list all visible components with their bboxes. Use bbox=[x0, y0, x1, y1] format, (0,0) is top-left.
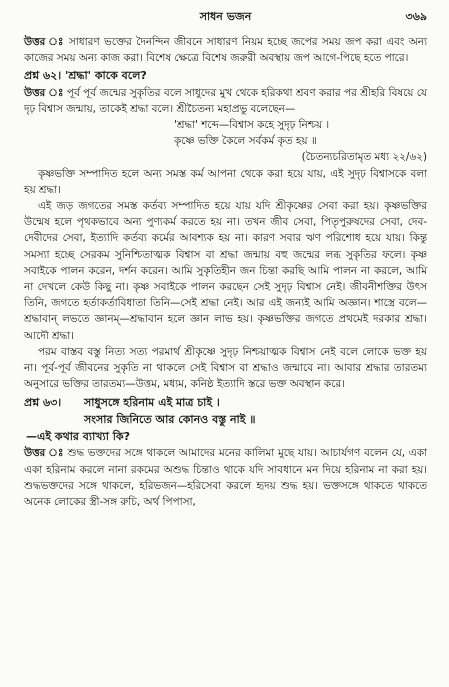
question-number: প্রশ্ন ৬৩। bbox=[24, 396, 62, 410]
verse-line: সংসার জিনিতে আর কোনও বস্তু নাই ॥ bbox=[84, 413, 256, 427]
question-verse bbox=[84, 394, 256, 428]
answer-label: উত্তর ঃ bbox=[24, 36, 65, 48]
answer-paragraph bbox=[24, 34, 427, 66]
answer-paragraph bbox=[24, 85, 427, 117]
body-paragraph: এই জড় জগতের সমস্ত কর্তব্য সম্পাদিত হয়ে যায় যদি শ্রীকৃষ্ণের সেবা করা হয়। কৃষ্ণভক্তির উন্মেষ হলে পৃথকভাবে অন্য পুণ্যকর্ম করতে হয় না। তখন জীব সেবা, পিতৃপুরুষদের সেবা, দেব-দেবীদের সেবা, ইত্যাদি কর্তব্য কর্মের আবশ্যক হয় না। কারণ সবার ঋণ পরিশোধ হয়ে যায়। কিন্তু সমস্যা হচ্ছে সেরকম সুনিশ্চিতাত্মক বিশ্বাস বা শ্রদ্ধা জন্মায় বহু জন্মের লব্ধ সুকৃতির ফলে। কৃষ্ণ সবাইকে পালন করেন, দর্শন করেন। আমি সুকৃতিহীন জন চিন্তা করছি আমি পালন না করলে, আমি না দেখলে কেউ কিছু না। কৃষ্ণ সবাইকে পালন করছেন সেই সুদৃঢ় বিশ্বাস নেই। জীবনীশক্তির উৎস তিনি, জগতে হর্তাকর্তাবিধাতা তিনি—সেই শ্রদ্ধা নেই। আর এই জন্যই আমি অজ্ঞান। শাস্ত্রে বলে—শ্রদ্ধাবান্ লভতে জ্ঞানম্—শ্রদ্ধাবান হলে জ্ঞান লাভ হয়। কৃষ্ণভক্তির জগতে প্রথমেই দরকার শ্রদ্ধা। আদৌ শ্রদ্ধা। bbox=[24, 200, 427, 342]
question-63-prompt: —এই কথার ব্যাখ্যা কি? bbox=[26, 430, 130, 444]
answer-paragraph bbox=[24, 445, 427, 510]
page-header bbox=[24, 0, 427, 34]
verse-citation: (চৈতন্যচরিতামৃত মধ্য ২২/৬২) bbox=[301, 151, 427, 164]
answer-label: উত্তর ঃ bbox=[24, 86, 64, 99]
answer-text: পূর্ব পূর্ব জন্মের সুকৃতির বলে সাধুদের মুখ থেকে হরিকথা শ্রবণ করার পর শ্রীহরি বিষয়ে যে দৃঢ় বিশ্বাস জন্মায়, তাকেই শ্রদ্ধা বলে। শ্রীচৈতন্য মহাপ্রভু বলেছেন— bbox=[24, 86, 427, 115]
verse-line: কৃষ্ণে ভক্তি কৈলে সর্বকর্ম কৃত হয় ॥ bbox=[174, 135, 317, 148]
body-paragraph: পরম বাস্তব বস্তু নিত্য সত্য পরমার্থ শ্রীকৃষ্ণে সুদৃঢ় নিশ্চয়াত্মক বিশ্বাস নেই বলে লোকে ভক্ত হয় না। পূর্ব-পূর্ব জীবনের সুকৃতি না থাকলে সেই বিশ্বাস বা শ্রদ্ধাও জন্মাবে না। আবার শ্রদ্ধার তারতম্য অনুসারে ভক্তির তারতম্য—উত্তম, মধ্যম, কনিষ্ঠ ইত্যাদি স্তরে ভক্ত অবস্থান করে। bbox=[24, 345, 427, 391]
answer-text: শুদ্ধ ভক্তদের সঙ্গে থাকলে আমাদের মনের কালিমা মুছে যায়। আচার্যগণ বলেন যে, একা একা হরিনাম করলে নানা রকমের অশুদ্ধ চিন্তাও থাকে যদি সাবধানে মন দিয়ে হরিনাম না করা হয়। শুদ্ধভক্তদের সঙ্গে থাকলে, হরিভজন—হরিসেবা করলে হৃদয় শুদ্ধ হয়। ভক্তসঙ্গে থাকতে থাকতে অনেক লোকের স্ত্রী-সঙ্গ রুচি, অর্থ পিপাসা, bbox=[24, 447, 427, 509]
page-number: ৩৬৯ bbox=[405, 10, 427, 23]
body-paragraph: কৃষ্ণভক্তি সম্পাদিত হলে অন্য সমস্ত কর্ম আপনা থেকে করা হয়ে যায়, এই সুদৃঢ় বিশ্বাসকে বলা হয় শ্রদ্ধা। bbox=[24, 167, 427, 196]
question-63 bbox=[24, 394, 427, 428]
question-62: প্রশ্ন ৬২। 'শ্রদ্ধা' কাকে বলে? bbox=[24, 69, 147, 83]
answer-text: সাধারণ ভক্তের দৈনন্দিন জীবনে সাধারণ নিয়ম হচ্ছে জপের সময় জপ করা এবং অন্য কাজের সময় অন্য কাজ করা। বিশেষ ক্ষেত্রে বিশেষ জরুরী অবস্থায় জপ আগে-পিছে হতে পারে। bbox=[24, 36, 428, 65]
verse-line: সাধুসঙ্গে হরিনাম এই মাত্র চাই । bbox=[84, 396, 220, 410]
answer-label: উত্তর ঃ bbox=[24, 447, 64, 460]
verse-line: 'শ্রদ্ধা' শব্দে—বিশ্বাস কহে সুদৃঢ় নিশ্চয় । bbox=[174, 119, 330, 132]
running-title: সাধন ভজন bbox=[199, 10, 252, 23]
